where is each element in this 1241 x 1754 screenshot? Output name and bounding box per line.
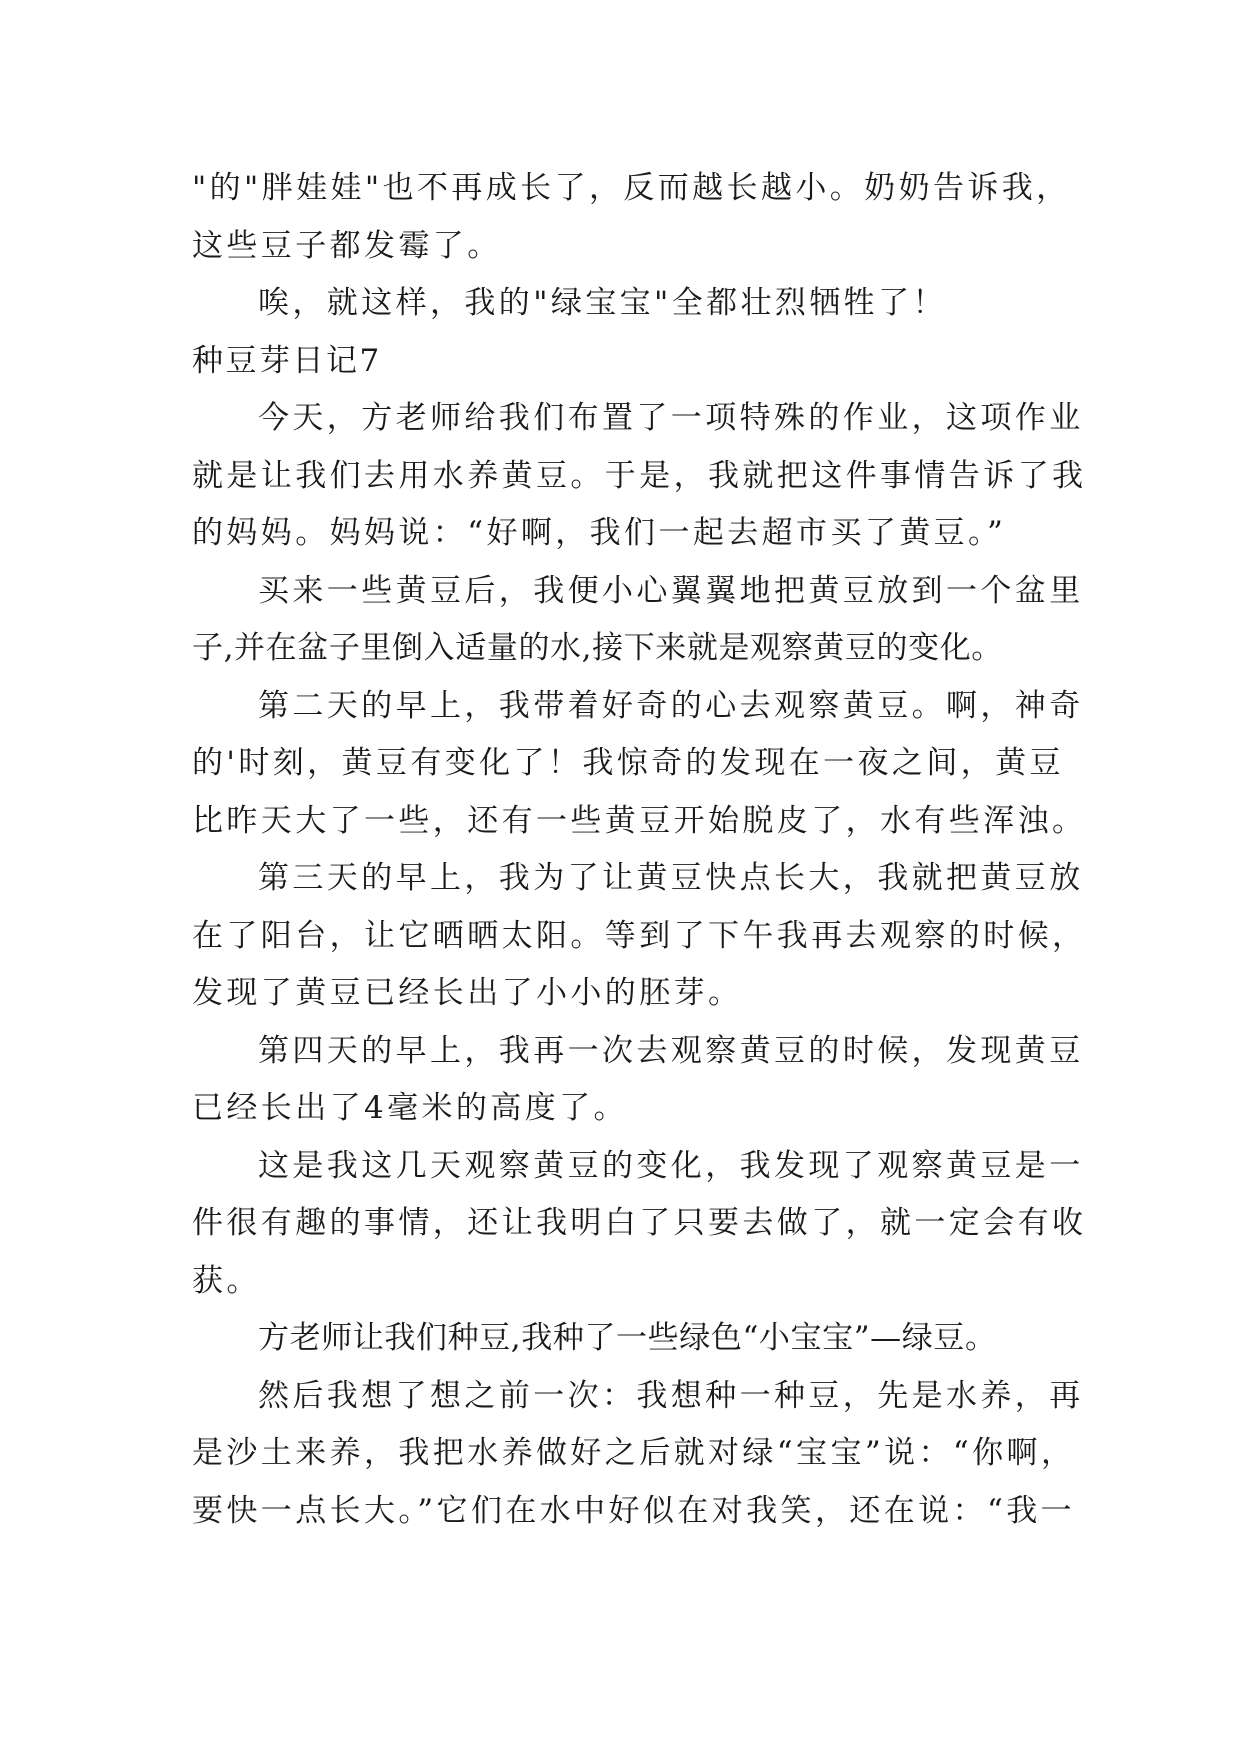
document-body [192,160,1087,1540]
text-line: 发现了黄豆已经长出了小小的胚芽。 [192,975,743,1011]
text-line: 今天，方老师给我们布置了一项特殊的作业，这项作业 [258,400,1084,436]
text-line: 唉，就这样，我的"绿宝宝"全都壮烈牺牲了！ [258,285,947,321]
text-line: "的"胖娃娃"也不再成长了，反而越长越小。奶奶告诉我， [192,170,1071,206]
text-line: 方老师让我们种豆,我种了一些绿色“小宝宝”—绿豆。 [258,1320,997,1356]
text-line: 第二天的早上，我带着好奇的心去观察黄豆。啊，神奇 [258,687,1084,724]
text-line: 要快一点长大。”它们在水中好似在对我笑，还在说：“我一 [192,1492,1075,1529]
text-line: 件很有趣的事情，还让我明白了只要去做了，就一定会有收 [192,1205,1087,1241]
text-line: 的妈妈。妈妈说：“好啊，我们一起去超市买了黄豆。” [192,515,1007,551]
text-line: 子,并在盆子里倒入适量的水,接下来就是观察黄豆的变化。 [192,630,1003,666]
text-line: 比昨天大了一些，还有一些黄豆开始脱皮了，水有些浑浊。 [192,802,1087,839]
text-line: 第四天的早上，我再一次去观察黄豆的时候，发现黄豆 [258,1032,1084,1069]
text-line: 第三天的早上，我为了让黄豆快点长大，我就把黄豆放 [258,860,1084,896]
text-line: 已经长出了4毫米的高度了。 [192,1090,628,1126]
text-line: 的'时刻，黄豆有变化了！我惊奇的发现在一夜之间，黄豆 [192,745,1064,781]
text-line: 在了阳台，让它晒晒太阳。等到了下午我再去观察的时候， [192,917,1087,954]
text-line: 买来一些黄豆后，我便小心翼翼地把黄豆放到一个盆里 [258,572,1084,609]
section-heading: 种豆芽日记7 [192,342,382,379]
text-line: 获。 [192,1262,261,1299]
text-line: 是沙土来养，我把水养做好之后就对绿“宝宝”说：“你啊， [192,1435,1076,1471]
text-line: 这是我这几天观察黄豆的变化，我发现了观察黄豆是一 [258,1147,1084,1184]
text-line: 然后我想了想之前一次：我想种一种豆，先是水养，再 [258,1377,1084,1414]
text-line: 这些豆子都发霉了。 [192,227,502,264]
text-line: 就是让我们去用水养黄豆。于是，我就把这件事情告诉了我 [192,457,1087,494]
